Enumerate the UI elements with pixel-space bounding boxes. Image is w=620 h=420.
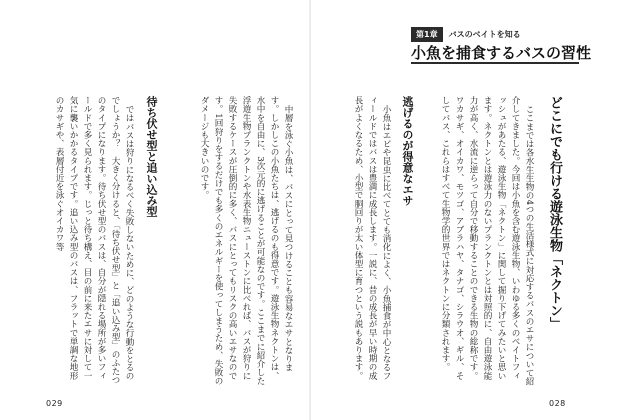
section-heading-types: 待ち伏せ型と追い込み型 xyxy=(145,96,158,217)
page-title: 小魚を捕食するバスの習性 xyxy=(411,44,592,62)
chapter-number-label: 第1章 xyxy=(411,27,443,42)
paragraph-nekton: ここまでは各水生生物の4つの生活様式に対応するバスのエサについて紹介してきました。今回は小魚を含む遊泳生物、いわゆる多くのベイトフィッシュがあたる、遊泳生物「ネクトン」に関して掘り下げてみたいと思います。ネクトンとは遊泳力のないプランクトンとは対照的に、自由遊泳能力が高く、水流に逆らって自分で移動することのできる生物の総称です。ワカサギ、オイカワ、モツゴ、アブラハヤ、タナゴ、シラウオ、ギル、そしてバス、これらはすべて生物学的世界ではネクトンに分類されます。 xyxy=(440,96,534,386)
page-number-left: 029 xyxy=(46,399,63,408)
body-text-escape xyxy=(335,96,393,386)
paragraph-types: ではバスは狩りになるべく失敗しないために、どのような行動をとるのでしょうか？ 大きく分けると、「待ち伏せ型」と「追い込み型」のふたつのタイプになります。待ち伏せ型のバスは、自分が隠れる場所が多いフィールドで多く見られます。じっと待ち構え、目の前に来たエサに対して一気に襲いかかるタイプです。追い込み型のバスは、フラットで単調な地形のカサギや、表層付近を泳ぐオイカワ等 xyxy=(54,96,134,385)
page-number-right: 028 xyxy=(549,399,566,408)
body-text-types xyxy=(30,96,136,386)
section-heading-escape: 逃げるのが得意なエサ xyxy=(401,96,414,206)
chapter-tag xyxy=(411,27,527,42)
body-text-nekton xyxy=(418,96,536,386)
header-divider xyxy=(411,62,579,64)
body-text-types-intro xyxy=(163,96,295,386)
chapter-name: バスのベイトを知る xyxy=(448,30,521,39)
section-heading-nekton: どこにでも行ける遊泳生物「ネクトン」 xyxy=(547,96,562,330)
page-gutter xyxy=(309,0,311,420)
paragraph-types-intro: 中層を泳ぐ小魚は、バスにとって見つけることも容易なエサとなります。しかしこの小魚たちは、逃げるのも得意です。遊泳生物ネクトンは、水中を自由に、3次元的に逃げることが可能なのです。ここまでに紹介した浮遊生物プランクトンや水表生物ニューストンに比べれば、バスが狩りに失敗するケースが圧倒的に多く、バスにとってもリスクの高いエサなのです。1回狩りをするだけでも多くのエネルギーを使ってしまうため、失敗のダメージも大きいのです。 xyxy=(199,96,293,386)
paragraph-escape: 小魚はエビや昆虫に比べてとても消化によく、小魚捕食が中心となるフィールドではバスは豊満に成長します。一説に、昔の成長が早い時期の成長がよくなるため、小型で胴回りが太い体型に育つという説もあります。 xyxy=(353,96,391,380)
